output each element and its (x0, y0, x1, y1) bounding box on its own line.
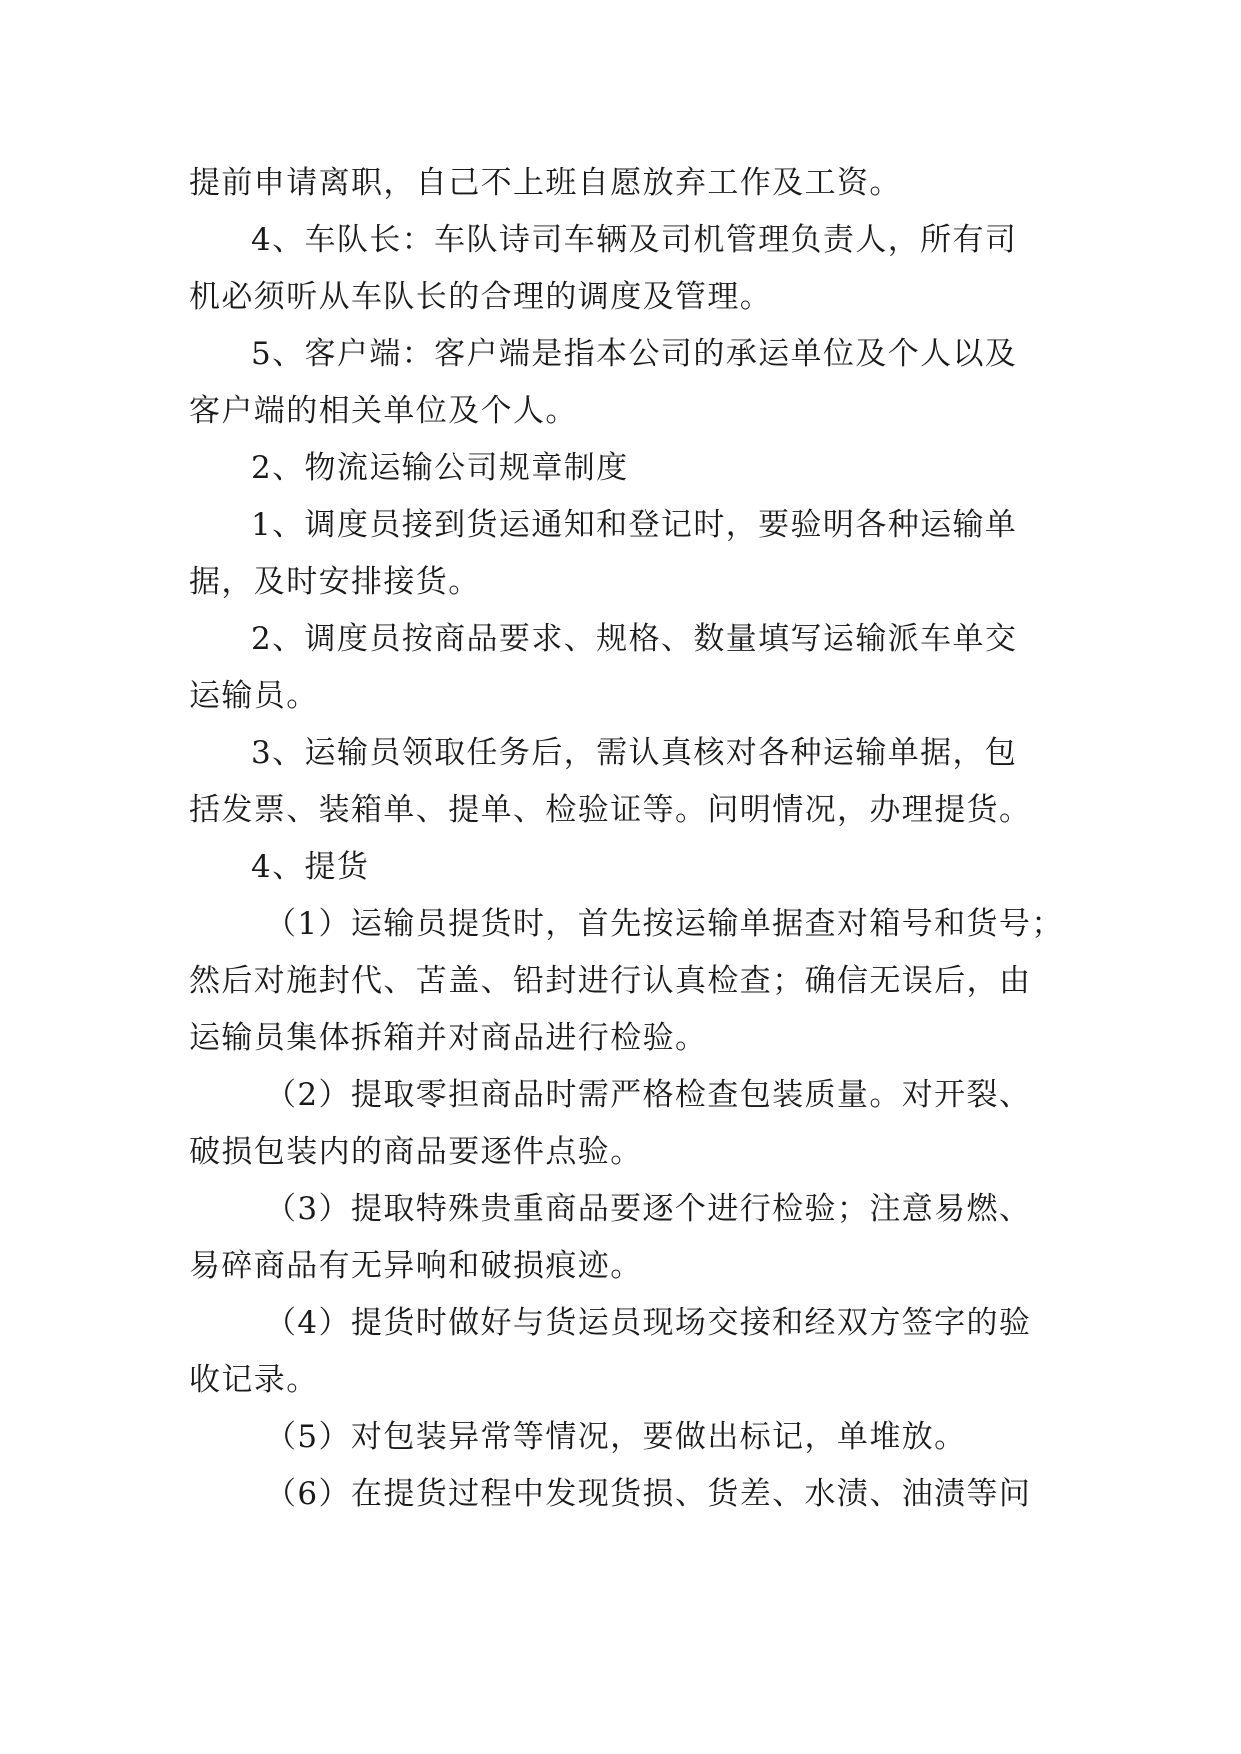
text-line: 据，及时安排接货。 (189, 564, 481, 600)
text-line: （1）运输员提货时，首先按运输单据查对箱号和货号； (265, 906, 1064, 942)
text-line: 客户端的相关单位及个人。 (189, 393, 578, 429)
text-line: 易碎商品有无异响和破损痕迹。 (189, 1248, 643, 1284)
text-line: 3、运输员领取任务后，需认真核对各种运输单据，包 (251, 735, 1018, 771)
text-line: （2）提取零担商品时需严格检查包装质量。对开裂、 (265, 1077, 1032, 1113)
text-line: 2、调度员按商品要求、规格、数量填写运输派车单交 (251, 621, 1018, 657)
subsection-heading: 4、提货 (251, 849, 370, 885)
text-line: （6）在提货过程中发现货损、货差、水渍、油渍等问 (265, 1476, 1032, 1512)
text-line: （3）提取特殊贵重商品要逐个进行检验；注意易燃、 (265, 1191, 1032, 1227)
document-body (189, 155, 1069, 1523)
text-line: 运输员。 (189, 678, 319, 714)
text-line: 提前申请离职，自己不上班自愿放弃工作及工资。 (189, 165, 902, 201)
text-line: 运输员集体拆箱并对商品进行检验。 (189, 1020, 708, 1056)
text-line: 收记录。 (189, 1362, 319, 1398)
text-line: 然后对施封代、苫盖、铅封进行认真检查；确信无误后，由 (189, 963, 1032, 999)
text-line: （4）提货时做好与货运员现场交接和经双方签字的验 (265, 1305, 1032, 1341)
text-line: 括发票、装箱单、提单、检验证等。问明情况，办理提货。 (189, 792, 1032, 828)
text-line: （5）对包装异常等情况，要做出标记，单堆放。 (265, 1419, 967, 1455)
text-line: 破损包装内的商品要逐件点验。 (189, 1134, 643, 1170)
text-line: 4、车队长：车队诗司车辆及司机管理负责人，所有司 (251, 222, 1018, 258)
text-line: 1、调度员接到货运通知和登记时，要验明各种运输单 (251, 507, 1018, 543)
text-line: 机必须听从车队长的合理的调度及管理。 (189, 279, 773, 315)
section-heading: 2、物流运输公司规章制度 (251, 450, 629, 486)
text-line: 5、客户端：客户端是指本公司的承运单位及个人以及 (251, 336, 1018, 372)
